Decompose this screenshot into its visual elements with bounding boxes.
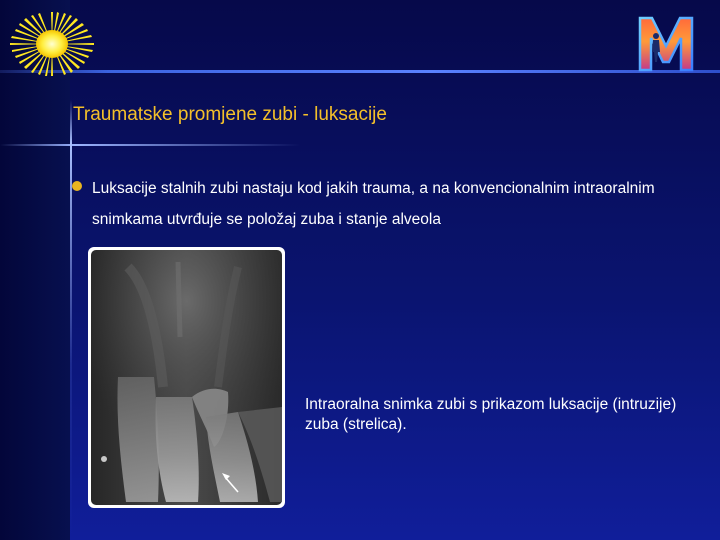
slide-title: Traumatske promjene zubi - luksacije [73,104,387,125]
vertical-divider [70,100,72,540]
left-band [0,0,70,540]
sun-icon [8,12,96,76]
xray-image [88,247,285,508]
bullet-marker [72,181,82,191]
top-divider [0,70,720,73]
letter-m-logo [636,16,696,72]
title-divider [0,144,300,146]
image-caption: Intraoralna snimka zubi s prikazom luksacije (intruzije) zuba (strelica). [305,396,677,433]
bullet-text: Luksacije stalnih zubi nastaju kod jakih trauma, a na konvencionalnim intraoralnim snimkama utvrđuje se položaj zuba i stanje alveola [92,180,655,228]
